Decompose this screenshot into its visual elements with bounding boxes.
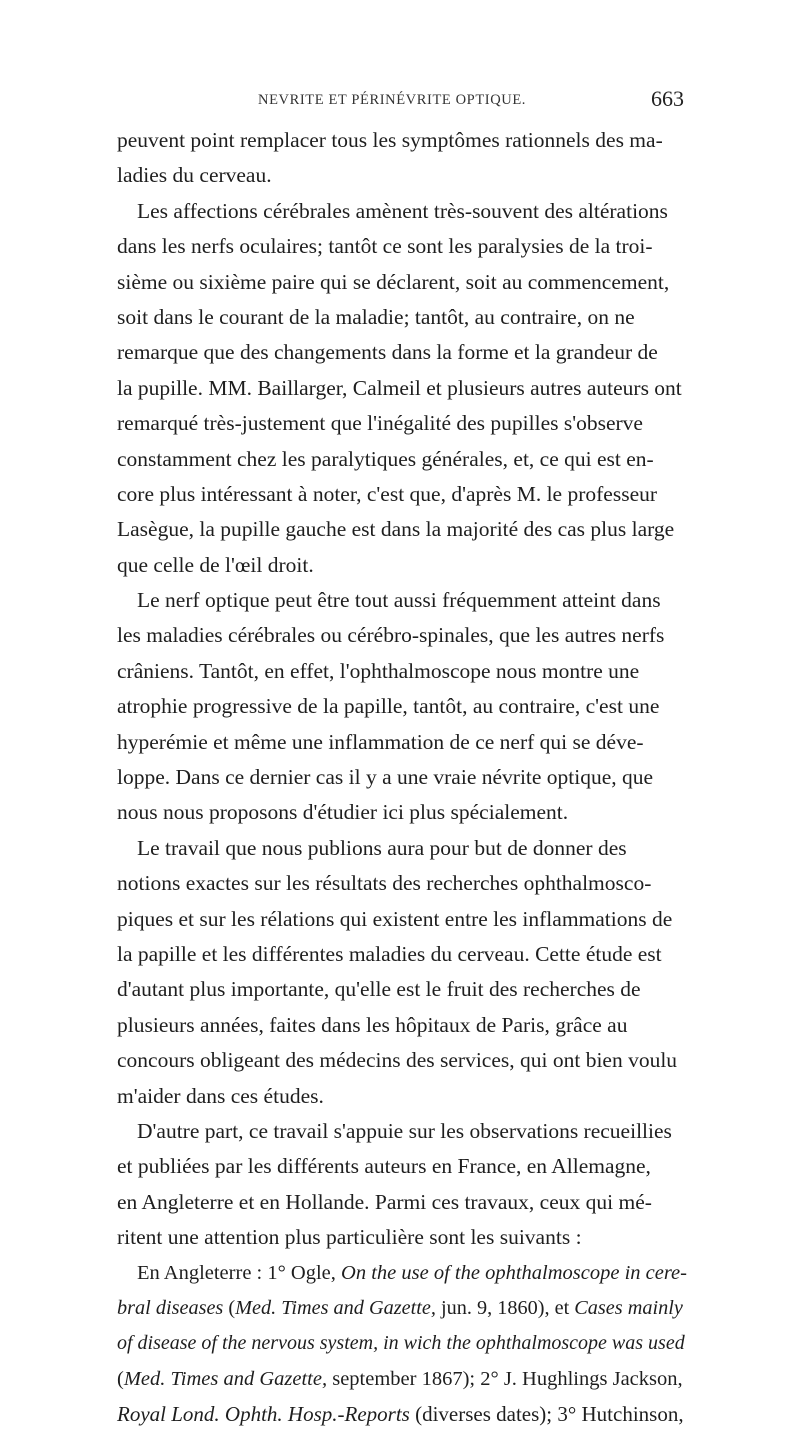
text-line: [117, 1397, 687, 1432]
text-line: [117, 866, 687, 901]
text-segment: plusieurs années, faites dans les hôpitaux de Paris, grâce au: [117, 1012, 628, 1037]
text-line: [117, 1256, 687, 1291]
text-line: [117, 265, 687, 300]
text-segment: loppe. Dans ce dernier cas il y a une vraie névrite optique, que: [117, 765, 654, 790]
text-segment: m'aider dans ces études.: [117, 1083, 324, 1108]
text-line: [117, 1008, 687, 1043]
text-segment: ladies du cerveau.: [117, 163, 272, 188]
text-segment: notions exactes sur les résultats des recherches ophthalmosco-: [117, 871, 652, 896]
text-line: [117, 795, 687, 830]
text-line: [117, 442, 687, 477]
text-line: [117, 194, 687, 229]
text-line: [117, 1079, 687, 1114]
text-line: [117, 1149, 687, 1184]
text-line: [117, 831, 687, 866]
text-line: [117, 335, 687, 370]
text-line: [117, 1362, 687, 1397]
text-segment: que celle de l'œil droit.: [117, 552, 314, 577]
text-line: [117, 1220, 687, 1255]
text-segment: Lasègue, la pupille gauche est dans la majorité des cas plus large: [117, 517, 675, 542]
running-title: NEVRITE ET PÉRINÉVRITE OPTIQUE.: [258, 92, 527, 108]
text-line: [117, 158, 687, 193]
italic-text-segment: Cases mainly: [574, 1296, 683, 1319]
text-line: [117, 1114, 687, 1149]
text-segment: Le travail que nous publions aura pour but de donner des: [137, 835, 627, 860]
text-line: [117, 689, 687, 724]
text-segment: en Angleterre et en Hollande. Parmi ces travaux, ceux qui mé-: [117, 1189, 652, 1214]
text-segment: crâniens. Tantôt, en effet, l'ophthalmoscope nous montre une: [117, 658, 640, 683]
italic-text-segment: Med. Times and Gazette,: [123, 1367, 328, 1390]
text-line: [117, 902, 687, 937]
text-line: [117, 1291, 687, 1326]
text-segment: constamment chez les paralytiques générales, et, ce qui est en-: [117, 446, 654, 471]
text-segment: jun. 9, 1860), et: [435, 1296, 575, 1319]
page-number: 663: [651, 86, 684, 111]
text-line: [117, 1043, 687, 1078]
text-line: [117, 512, 687, 547]
text-segment: et publiées par les différents auteurs en France, en Allemagne,: [117, 1154, 651, 1179]
text-segment: d'autant plus importante, qu'elle est le fruit des recherches de: [117, 977, 641, 1002]
text-line: [117, 229, 687, 264]
text-line: [117, 760, 687, 795]
text-line: [117, 477, 687, 512]
text-segment: piques et sur les rélations qui existent entre les inflammations de: [117, 906, 673, 931]
text-line: [117, 654, 687, 689]
text-segment: nous nous proposons d'étudier ici plus spécialement.: [117, 800, 569, 825]
text-line: [117, 972, 687, 1007]
text-segment: dans les nerfs oculaires; tantôt ce sont les paralysies de la troi-: [117, 234, 653, 259]
text-segment: la papille et les différentes maladies du cerveau. Cette étude est: [117, 941, 662, 966]
text-segment: (: [117, 1367, 124, 1390]
text-segment: soit dans le courant de la maladie; tantôt, au contraire, on ne: [117, 304, 635, 329]
text-segment: ritent une attention plus particulière sont les suivants :: [117, 1225, 582, 1250]
text-line: [117, 937, 687, 972]
italic-text-segment: Med. Times and Gazette,: [235, 1296, 436, 1319]
text-line: [117, 1326, 687, 1361]
text-segment: Le nerf optique peut être tout aussi fréquemment atteint dans: [137, 588, 661, 613]
text-segment: peuvent point remplacer tous les symptômes rationnels des ma-: [117, 128, 663, 152]
text-segment: les maladies cérébrales ou cérébro-spinales, que les autres nerfs: [117, 623, 665, 648]
text-line: [117, 618, 687, 653]
text-segment: (diverses dates); 3° Hutchinson,: [409, 1402, 684, 1427]
italic-text-segment: bral diseases: [117, 1296, 224, 1319]
text-line: [117, 548, 687, 583]
text-line: [117, 725, 687, 760]
text-segment: atrophie progressive de la papille, tantôt, au contraire, c'est une: [117, 694, 660, 719]
italic-text-segment: Royal Lond. Ophth. Hosp.-Reports: [117, 1402, 410, 1427]
italic-text-segment: On the use of the ophthalmoscope in cere-: [341, 1261, 687, 1284]
text-segment: september 1867); 2° J. Hughlings Jackson,: [327, 1367, 683, 1390]
text-segment: remarque que des changements dans la forme et la grandeur de: [117, 340, 658, 365]
text-line: [117, 300, 687, 335]
text-segment: En Angleterre : 1° Ogle,: [137, 1261, 342, 1284]
text-segment: sième ou sixième paire qui se déclarent, soit au commencement,: [117, 269, 670, 294]
text-line: [117, 406, 687, 441]
text-line: [117, 583, 687, 618]
text-segment: D'autre part, ce travail s'appuie sur les observations recueillies: [137, 1118, 672, 1143]
body-text: [117, 123, 687, 1432]
text-line: [117, 371, 687, 406]
text-segment: Les affections cérébrales amènent très-souvent des altérations: [137, 198, 668, 223]
italic-text-segment: of disease of the nervous system, in wich the ophthalmoscope was used: [117, 1332, 685, 1355]
text-segment: la pupille. MM. Baillarger, Calmeil et plusieurs autres auteurs ont: [117, 375, 682, 400]
text-line: [117, 123, 687, 158]
text-segment: concours obligeant des médecins des services, qui ont bien voulu: [117, 1048, 678, 1073]
text-segment: hyperémie et même une inflammation de ce nerf qui se déve-: [117, 729, 644, 754]
page-header: [0, 84, 800, 114]
text-segment: core plus intéressant à noter, c'est que, d'après M. le professeur: [117, 481, 658, 506]
text-segment: remarqué très-justement que l'inégalité des pupilles s'observe: [117, 411, 643, 436]
text-segment: (: [223, 1296, 236, 1319]
